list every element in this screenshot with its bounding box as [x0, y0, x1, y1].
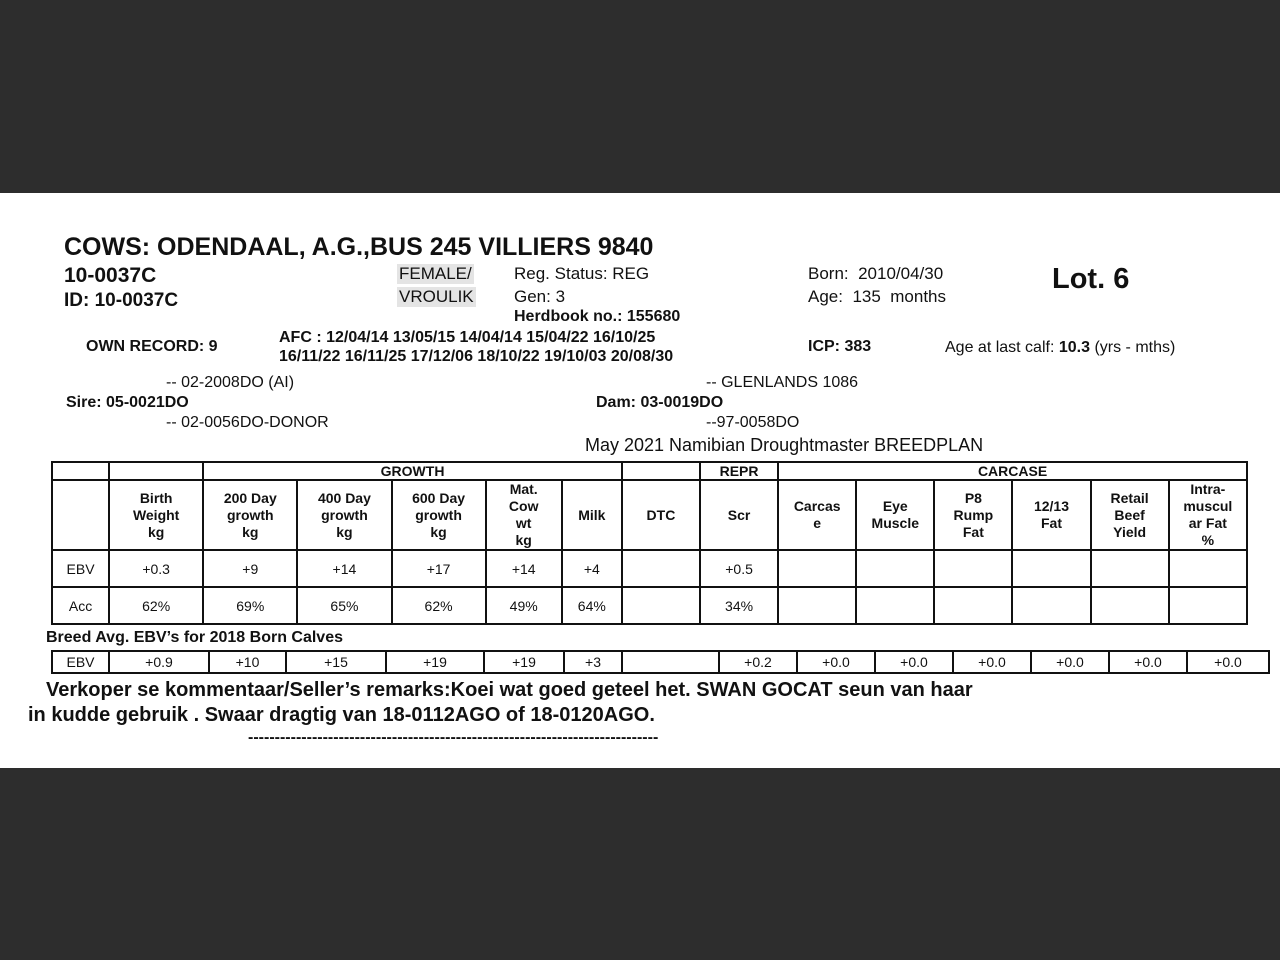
age-label: Age:	[808, 287, 843, 306]
table-row	[52, 550, 1247, 587]
age-unit: months	[890, 287, 947, 306]
group-carcase: CARCASE	[778, 462, 1247, 480]
col-mat-cow-wt: Mat. Cow wt kg	[486, 480, 562, 550]
col-scr: Scr	[700, 480, 778, 550]
registration-number: 10-0037C	[64, 264, 157, 287]
table-cell	[1091, 550, 1169, 587]
sire-dam: -- 02-0056DO-DONOR	[166, 414, 329, 431]
table-cell: +0.0	[797, 651, 875, 673]
table-cell: +0.9	[109, 651, 209, 673]
col-600-day-growth: 600 Day growth kg	[392, 480, 486, 550]
column-header-row	[52, 480, 1247, 550]
table-cell: +4	[562, 550, 622, 587]
group-repr: REPR	[700, 462, 778, 480]
group-header-row	[52, 462, 1247, 480]
col-12-13-fat: 12/13 Fat	[1012, 480, 1090, 550]
table-row	[52, 651, 1269, 673]
table-row	[52, 587, 1247, 624]
remarks-line-2: in kudde gebruik . Swaar dragtig van 18-0112AGO of 18-0120AGO.	[28, 704, 655, 726]
table-cell	[778, 550, 856, 587]
table-cell: +19	[484, 651, 564, 673]
col-400-day-growth: 400 Day growth kg	[297, 480, 391, 550]
ebv-table	[51, 461, 1248, 625]
corner-cell	[52, 462, 109, 480]
table-cell: +14	[486, 550, 562, 587]
table-cell	[622, 651, 719, 673]
table-cell: 34%	[700, 587, 778, 624]
table-cell	[622, 550, 700, 587]
table-cell: +9	[203, 550, 297, 587]
sex-line-1: FEMALE/	[399, 264, 472, 283]
table-cell: +17	[392, 550, 486, 587]
table-cell: 64%	[562, 587, 622, 624]
table-cell: +0.2	[719, 651, 797, 673]
sex-line-2: VROULIK	[399, 287, 474, 306]
table-cell	[622, 587, 700, 624]
row-label-header	[52, 480, 109, 550]
dam-dam: --97-0058DO	[706, 414, 800, 431]
group-growth: GROWTH	[203, 462, 622, 480]
born-value: 2010/04/30	[858, 264, 944, 283]
row-label-ebv: EBV	[52, 550, 109, 587]
id-value: 10-0037C	[94, 290, 179, 311]
breedplan-caption: May 2021 Namibian Droughtmaster BREEDPLAN	[585, 435, 984, 455]
col-retail-beef-yield: Retail Beef Yield	[1091, 480, 1169, 550]
table-cell	[1169, 550, 1247, 587]
table-cell	[1012, 550, 1090, 587]
col-carcase: Carcas e	[778, 480, 856, 550]
table-cell: +3	[564, 651, 622, 673]
table-cell: +0.0	[875, 651, 953, 673]
age-value: 135	[852, 287, 881, 306]
table-cell: +10	[209, 651, 286, 673]
breed-avg-table	[51, 650, 1270, 674]
row-label-ebv: EBV	[52, 651, 109, 673]
table-cell	[856, 550, 934, 587]
col-birth-weight: Birth Weight kg	[109, 480, 203, 550]
table-cell: +0.0	[1109, 651, 1187, 673]
sale-title: COWS: ODENDAAL, A.G.,BUS 245 VILLIERS 9840	[64, 233, 654, 261]
last-calf-value: 10.3	[1058, 339, 1090, 356]
table-cell: +0.0	[1187, 651, 1269, 673]
last-calf-unit: (yrs - mths)	[1094, 339, 1176, 356]
blank-group-cell	[622, 462, 700, 480]
lot-number: Lot. 6	[1052, 263, 1130, 295]
row-label-acc: Acc	[52, 587, 109, 624]
id-label: ID:	[64, 290, 90, 311]
table-cell: 49%	[486, 587, 562, 624]
afc-line-2: 16/11/22 16/11/25 17/12/06 18/10/22 19/10/03 20/08/30	[279, 348, 674, 365]
table-cell: 62%	[392, 587, 486, 624]
breed-avg-title: Breed Avg. EBV’s for 2018 Born Calves	[46, 629, 343, 646]
table-cell: +0.5	[700, 550, 778, 587]
last-calf-label: Age at last calf:	[945, 339, 1055, 356]
table-cell	[934, 550, 1012, 587]
dam-sire: -- GLENLANDS 1086	[706, 374, 859, 391]
table-cell	[1169, 587, 1247, 624]
table-cell	[1091, 587, 1169, 624]
animal-id	[64, 290, 178, 312]
col-eye-muscle: Eye Muscle	[856, 480, 934, 550]
table-cell: +0.0	[953, 651, 1031, 673]
table-cell: 69%	[203, 587, 297, 624]
table-cell	[778, 587, 856, 624]
table-cell: +0.3	[109, 550, 203, 587]
born	[808, 264, 943, 284]
table-cell	[856, 587, 934, 624]
afc-line-1: AFC : 12/04/14 13/05/15 14/04/14 15/04/22 16/10/25	[279, 329, 656, 346]
age	[808, 287, 946, 307]
blank-group-cell	[109, 462, 203, 480]
herdbook-number: Herdbook no.: 155680	[514, 308, 681, 325]
divider-line: -----------------------------------------------------------------------------	[248, 729, 659, 746]
table-cell: 62%	[109, 587, 203, 624]
table-cell	[934, 587, 1012, 624]
col-milk: Milk	[562, 480, 622, 550]
table-cell: 65%	[297, 587, 391, 624]
table-cell	[1012, 587, 1090, 624]
col-intramuscular-fat: Intra- muscul ar Fat %	[1169, 480, 1247, 550]
table-cell: +15	[286, 651, 386, 673]
own-record: OWN RECORD: 9	[86, 338, 218, 355]
table-cell: +19	[386, 651, 484, 673]
col-dtc: DTC	[622, 480, 700, 550]
col-p8-rump-fat: P8 Rump Fat	[934, 480, 1012, 550]
born-label: Born:	[808, 264, 849, 283]
col-200-day-growth: 200 Day growth kg	[203, 480, 297, 550]
remarks-line-1: Verkoper se kommentaar/Seller’s remarks:Koei wat goed geteel het. SWAN GOCAT seun van haar	[46, 679, 973, 701]
dam: Dam: 03-0019DO	[596, 394, 724, 411]
icp: ICP: 383	[808, 338, 872, 355]
table-cell: +0.0	[1031, 651, 1109, 673]
table-cell: +14	[297, 550, 391, 587]
reg-status: Reg. Status: REG	[514, 264, 650, 283]
sire-sire: -- 02-2008DO (AI)	[166, 374, 295, 391]
generation: Gen: 3	[514, 287, 566, 306]
lot-sheet	[0, 193, 1280, 768]
age-last-calf	[945, 339, 1175, 357]
sire: Sire: 05-0021DO	[66, 394, 189, 411]
